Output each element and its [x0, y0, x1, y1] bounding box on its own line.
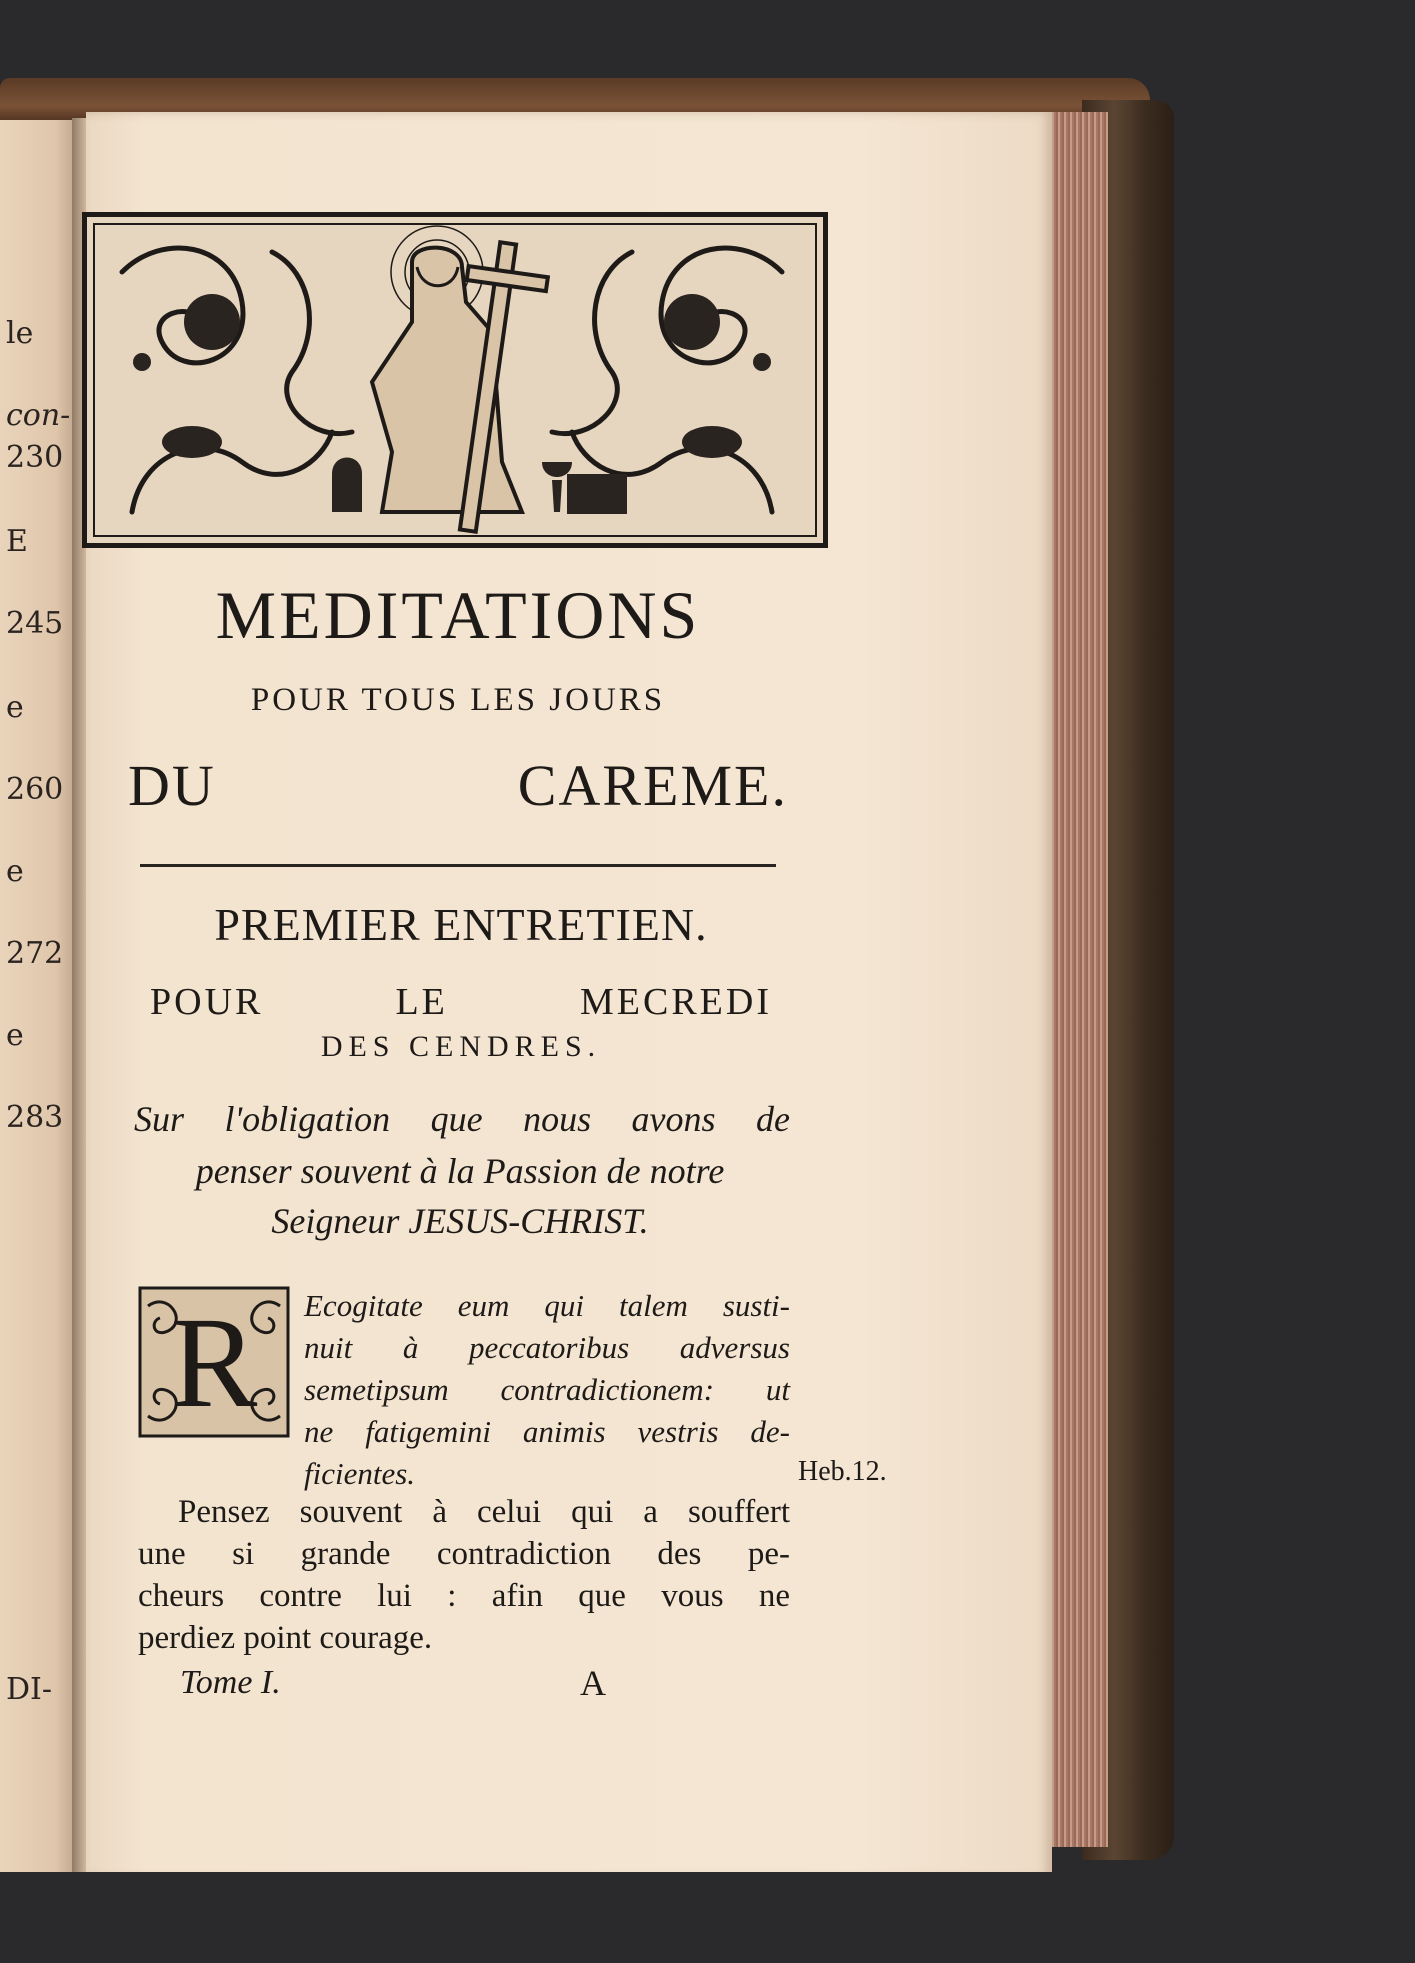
drop-cap-letter: R	[170, 1291, 258, 1435]
subject-line: Sur l'obligation que nous avons de	[134, 1099, 790, 1139]
chapter-subtitle: POUR LE MECREDI	[150, 981, 772, 1023]
subject-line: Seigneur JESUS-CHRIST.	[271, 1201, 649, 1241]
latin-line: nuit à peccatoribus adversus	[304, 1330, 790, 1365]
signature-mark: A	[580, 1663, 606, 1703]
page-edges	[1048, 112, 1108, 1847]
left-fragment: 283	[6, 1100, 64, 1135]
left-fragment: 230	[6, 440, 64, 475]
headpiece-ornament	[82, 212, 828, 548]
divider-rule	[140, 864, 776, 867]
left-fragment: e	[6, 1018, 24, 1053]
left-page	[0, 120, 80, 1880]
left-fragment: le	[6, 316, 34, 351]
french-line: cheurs contre lui : afin que vous ne	[138, 1578, 790, 1614]
latin-line: Ecogitate eum qui talem susti-	[304, 1288, 790, 1323]
chapter-title: PREMIER ENTRETIEN.	[214, 899, 708, 950]
latin-line: ne fatigemini animis vestris de-	[304, 1414, 790, 1449]
latin-line: ficientes.	[304, 1456, 416, 1491]
margin-reference: Heb.12.	[798, 1456, 887, 1487]
latin-line: semetipsum contradictionem: ut	[304, 1372, 790, 1407]
french-line: perdiez point courage.	[138, 1620, 433, 1656]
subject-line: penser souvent à la Passion de notre	[195, 1151, 725, 1191]
left-fragment: e	[6, 690, 24, 725]
french-line: une si grande contradiction des pe-	[138, 1536, 790, 1572]
background-bottom	[0, 1872, 1415, 1963]
chapter-subtitle-2: DES CENDRES.	[320, 1030, 602, 1063]
left-fragment: 260	[6, 772, 64, 807]
page-subtitle-large: DU CAREME.	[128, 753, 788, 818]
left-fragment: e	[6, 854, 24, 889]
left-fragment: 272	[6, 936, 64, 971]
drop-cap-ornament	[138, 1286, 290, 1438]
french-line: Pensez souvent à celui qui a souffert	[178, 1494, 790, 1530]
left-fragment: con-	[6, 398, 71, 433]
left-fragment: 245	[6, 606, 64, 641]
page-subtitle: POUR TOUS LES JOURS	[250, 682, 666, 718]
left-fragment: E	[6, 524, 28, 559]
volume-label: Tome I.	[180, 1664, 281, 1701]
page-title: MEDITATIONS	[215, 577, 701, 653]
left-fragment: DI-	[6, 1672, 53, 1707]
